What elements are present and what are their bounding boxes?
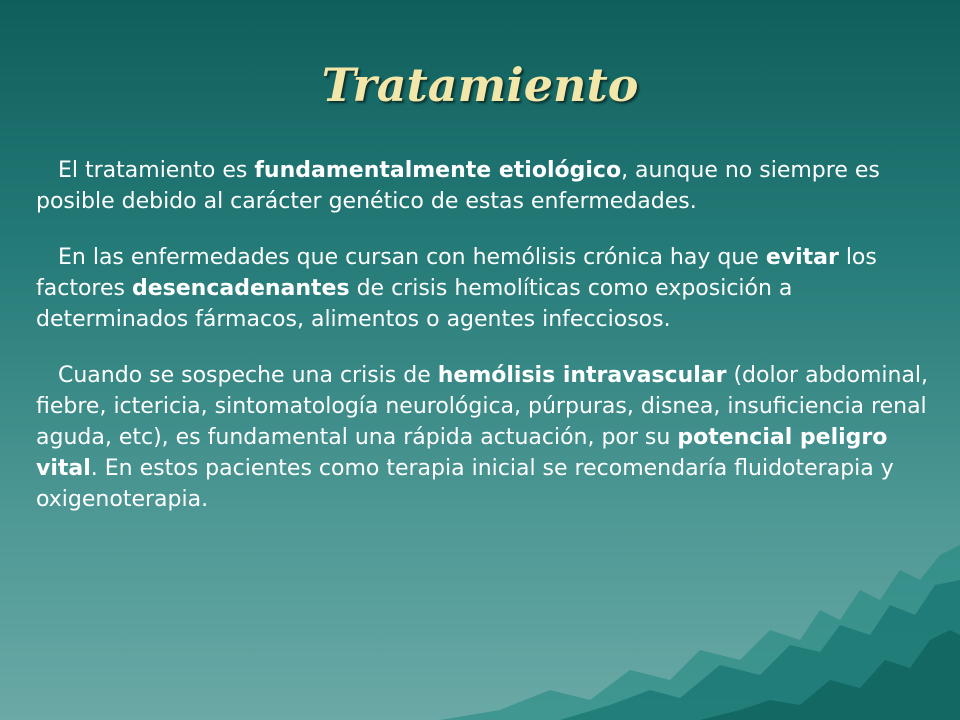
paragraph-text: En las enfermedades que cursan con hemólisis crónica hay que (58, 245, 766, 270)
paragraph-text: de crisis hemolíticas como exposición a determinados fármacos, alimentos o agentes infecciosos. (36, 276, 793, 332)
emphasis-text: evitar (765, 245, 839, 270)
body-paragraph (36, 155, 936, 217)
emphasis-text: potencial peligro vital (36, 425, 888, 481)
slide-title: Tratamiento (321, 58, 639, 112)
body-paragraph (36, 242, 936, 335)
body-paragraph (36, 360, 936, 515)
paragraph-text: Cuando se sospeche una crisis de (58, 363, 438, 388)
slide-body (36, 155, 936, 540)
paragraph-text: (dolor abdominal, fiebre, ictericia, sintomatología neurológica, púrpuras, disnea, insuficiencia renal aguda, etc), es fundamental una rápida actuación, por su (36, 363, 929, 450)
paragraph-text: . En estos pacientes como terapia inicial se recomendaría fluidoterapia y oxigenoterapia. (36, 456, 894, 512)
mountain-decoration (440, 540, 960, 720)
emphasis-text: fundamentalmente etiológico (254, 158, 622, 183)
paragraph-text: , aunque no siempre es posible debido al carácter genético de estas enfermedades. (36, 158, 880, 214)
paragraph-text: El tratamiento es (58, 158, 255, 183)
emphasis-text: hemólisis intravascular (437, 363, 727, 388)
emphasis-text: desencadenantes (131, 276, 350, 301)
paragraph-text: los factores (36, 245, 877, 301)
